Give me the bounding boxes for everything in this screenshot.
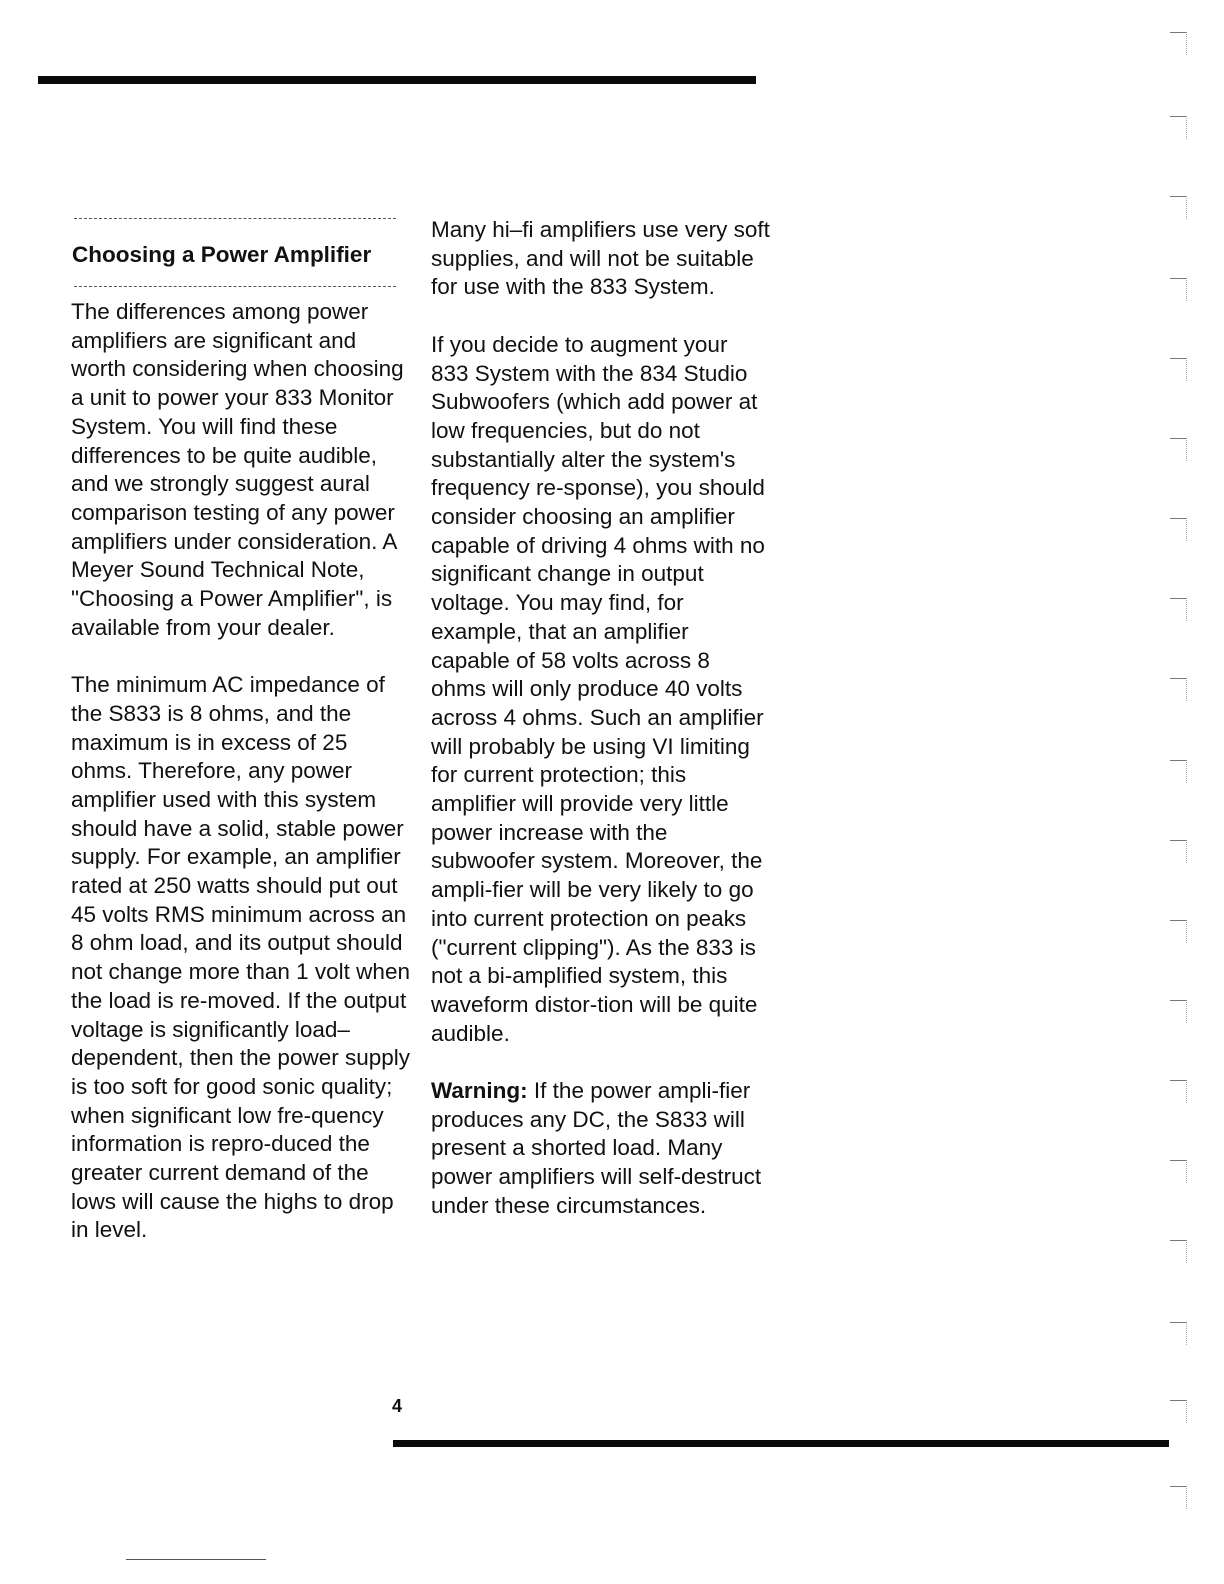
edge-mark bbox=[1170, 196, 1187, 219]
edge-mark bbox=[1170, 1160, 1187, 1183]
edge-mark bbox=[1170, 32, 1187, 55]
paragraph-minimum-impedance: The minimum AC impedance of the S833 is 8 ohms, and the maximum is in excess of 25 ohms. Therefore, any power amplifier used with this system should have a solid, stable power supply. For example, an amplifier rated at 250 watts should put out 45 volts RMS minimum across an 8 ohm load, and its output should not change more than 1 volt when the load is re-moved. If the output voltage is significantly load–dependent, then the power supply is too soft for good sonic quality; when significant low fre-quency information is repro-duced the greater current demand of the lows will cause the highs to drop in level. bbox=[71, 672, 411, 1243]
edge-mark bbox=[1170, 760, 1187, 783]
scan-underline-mark bbox=[126, 1559, 266, 1560]
paragraph-amplifier-differences: The differences among power amplifiers are significant and worth considering when choosing a unit to power your 833 Monitor System. You will find these differences to be quite audible, and we strongly suggest aural comparison testing of any power amplifiers under consideration. A Meyer Sound Technical Note, "Choosing a Power Amplifier", is available from your dealer. bbox=[71, 299, 404, 640]
edge-mark bbox=[1170, 1322, 1187, 1345]
warning-paragraph bbox=[431, 1077, 771, 1221]
edge-mark bbox=[1170, 116, 1187, 139]
edge-mark bbox=[1170, 920, 1187, 943]
right-column bbox=[431, 216, 771, 1249]
edge-mark bbox=[1170, 438, 1187, 461]
edge-mark bbox=[1170, 518, 1187, 541]
section-heading: Choosing a Power Amplifier bbox=[72, 242, 372, 267]
edge-mark bbox=[1170, 1486, 1187, 1509]
paragraph-hifi-amplifiers: Many hi–fi amplifiers use very soft supplies, and will not be suitable for use with the 833 System. bbox=[431, 217, 770, 300]
edge-mark bbox=[1170, 1400, 1187, 1423]
edge-mark bbox=[1170, 840, 1187, 863]
edge-mark bbox=[1170, 1240, 1187, 1263]
binding-edge-marks bbox=[1160, 0, 1200, 1584]
paragraph-subwoofers: If you decide to augment your 833 System with the 834 Studio Subwoofers (which add power at low frequencies, but do not substantially alter the system's frequency re-sponse), you should consider choosing an amplifier capable of driving 4 ohms with no significant change in output voltage. You may find, for example, that an amplifier capable of 58 volts across 8 ohms will only produce 40 volts across 4 ohms. Such an amplifier will probably be using VI limiting for current protection; this amplifier will provide very little power increase with the subwoofer system. Moreover, the ampli-fier will be very likely to go into current protection on peaks ("current clipping"). As the 833 is not a bi-amplified system, this waveform distor-tion will be quite audible. bbox=[431, 331, 765, 1046]
edge-mark bbox=[1170, 678, 1187, 701]
edge-mark bbox=[1170, 1000, 1187, 1023]
heading-divider-top bbox=[74, 218, 396, 219]
edge-mark bbox=[1170, 1080, 1187, 1103]
edge-mark bbox=[1170, 278, 1187, 301]
edge-mark bbox=[1170, 358, 1187, 381]
page-number: 4 bbox=[392, 1396, 403, 1416]
edge-mark bbox=[1170, 598, 1187, 621]
warning-text: If the power ampli-fier produces any DC, the S833 will present a shorted load. Many power amplifiers will self-destruct under these circumstances. bbox=[431, 1078, 762, 1218]
warning-label: Warning: bbox=[431, 1078, 528, 1104]
top-rule bbox=[38, 76, 756, 84]
heading-divider-bottom bbox=[74, 286, 396, 287]
left-column bbox=[71, 298, 411, 1274]
bottom-rule bbox=[393, 1440, 1169, 1447]
